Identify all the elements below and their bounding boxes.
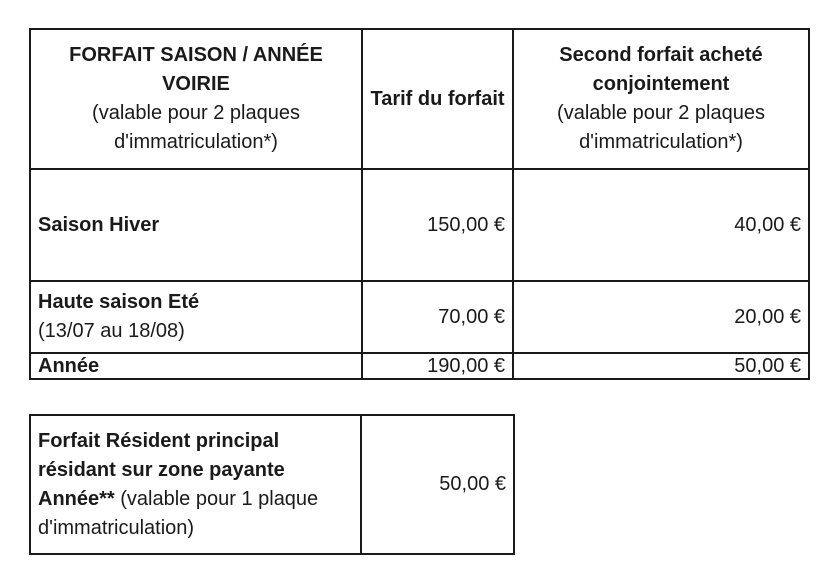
row-second-annee: 50,00 € [513, 353, 809, 379]
row-second-hiver: 40,00 € [513, 169, 809, 281]
resident-tarif: 50,00 € [361, 415, 514, 554]
header-second [513, 29, 809, 169]
header-second-title: Second forfait acheté conjointement [559, 44, 763, 95]
row-tarif-annee: 190,00 € [362, 353, 513, 379]
row-tarif-ete: 70,00 € [362, 281, 513, 353]
header-tarif [362, 29, 513, 169]
row-label-ete-dates: (13/07 au 18/08) [38, 320, 185, 342]
resident-label-note: (valable pour 1 plaque d'immatriculation) [38, 487, 319, 539]
row-second-ete: 20,00 € [513, 281, 809, 353]
row-label-hiver: Saison Hiver [30, 169, 362, 281]
row-label-ete-title: Haute saison Eté [38, 291, 200, 313]
resident-label-title: Forfait Résident principal résidant sur zone payante Année** [38, 429, 285, 510]
table-row [30, 353, 809, 379]
row-label-annee: Année [30, 353, 362, 379]
header-forfait-note: (valable pour 2 plaques d'immatriculation*) [92, 102, 300, 153]
header-row [30, 29, 809, 169]
table-row [30, 415, 514, 554]
header-forfait [30, 29, 362, 169]
table-row [30, 169, 809, 281]
resident-label [30, 415, 361, 554]
row-tarif-hiver: 150,00 € [362, 169, 513, 281]
row-label-ete [30, 281, 362, 353]
header-forfait-title: FORFAIT SAISON / ANNÉE VOIRIE [69, 44, 323, 95]
header-second-note: (valable pour 2 plaques d'immatriculation*) [557, 102, 765, 153]
table-row [30, 281, 809, 353]
header-tarif-title: Tarif du forfait [370, 87, 505, 110]
resident-table [29, 414, 515, 555]
tarifs-table [29, 28, 810, 380]
